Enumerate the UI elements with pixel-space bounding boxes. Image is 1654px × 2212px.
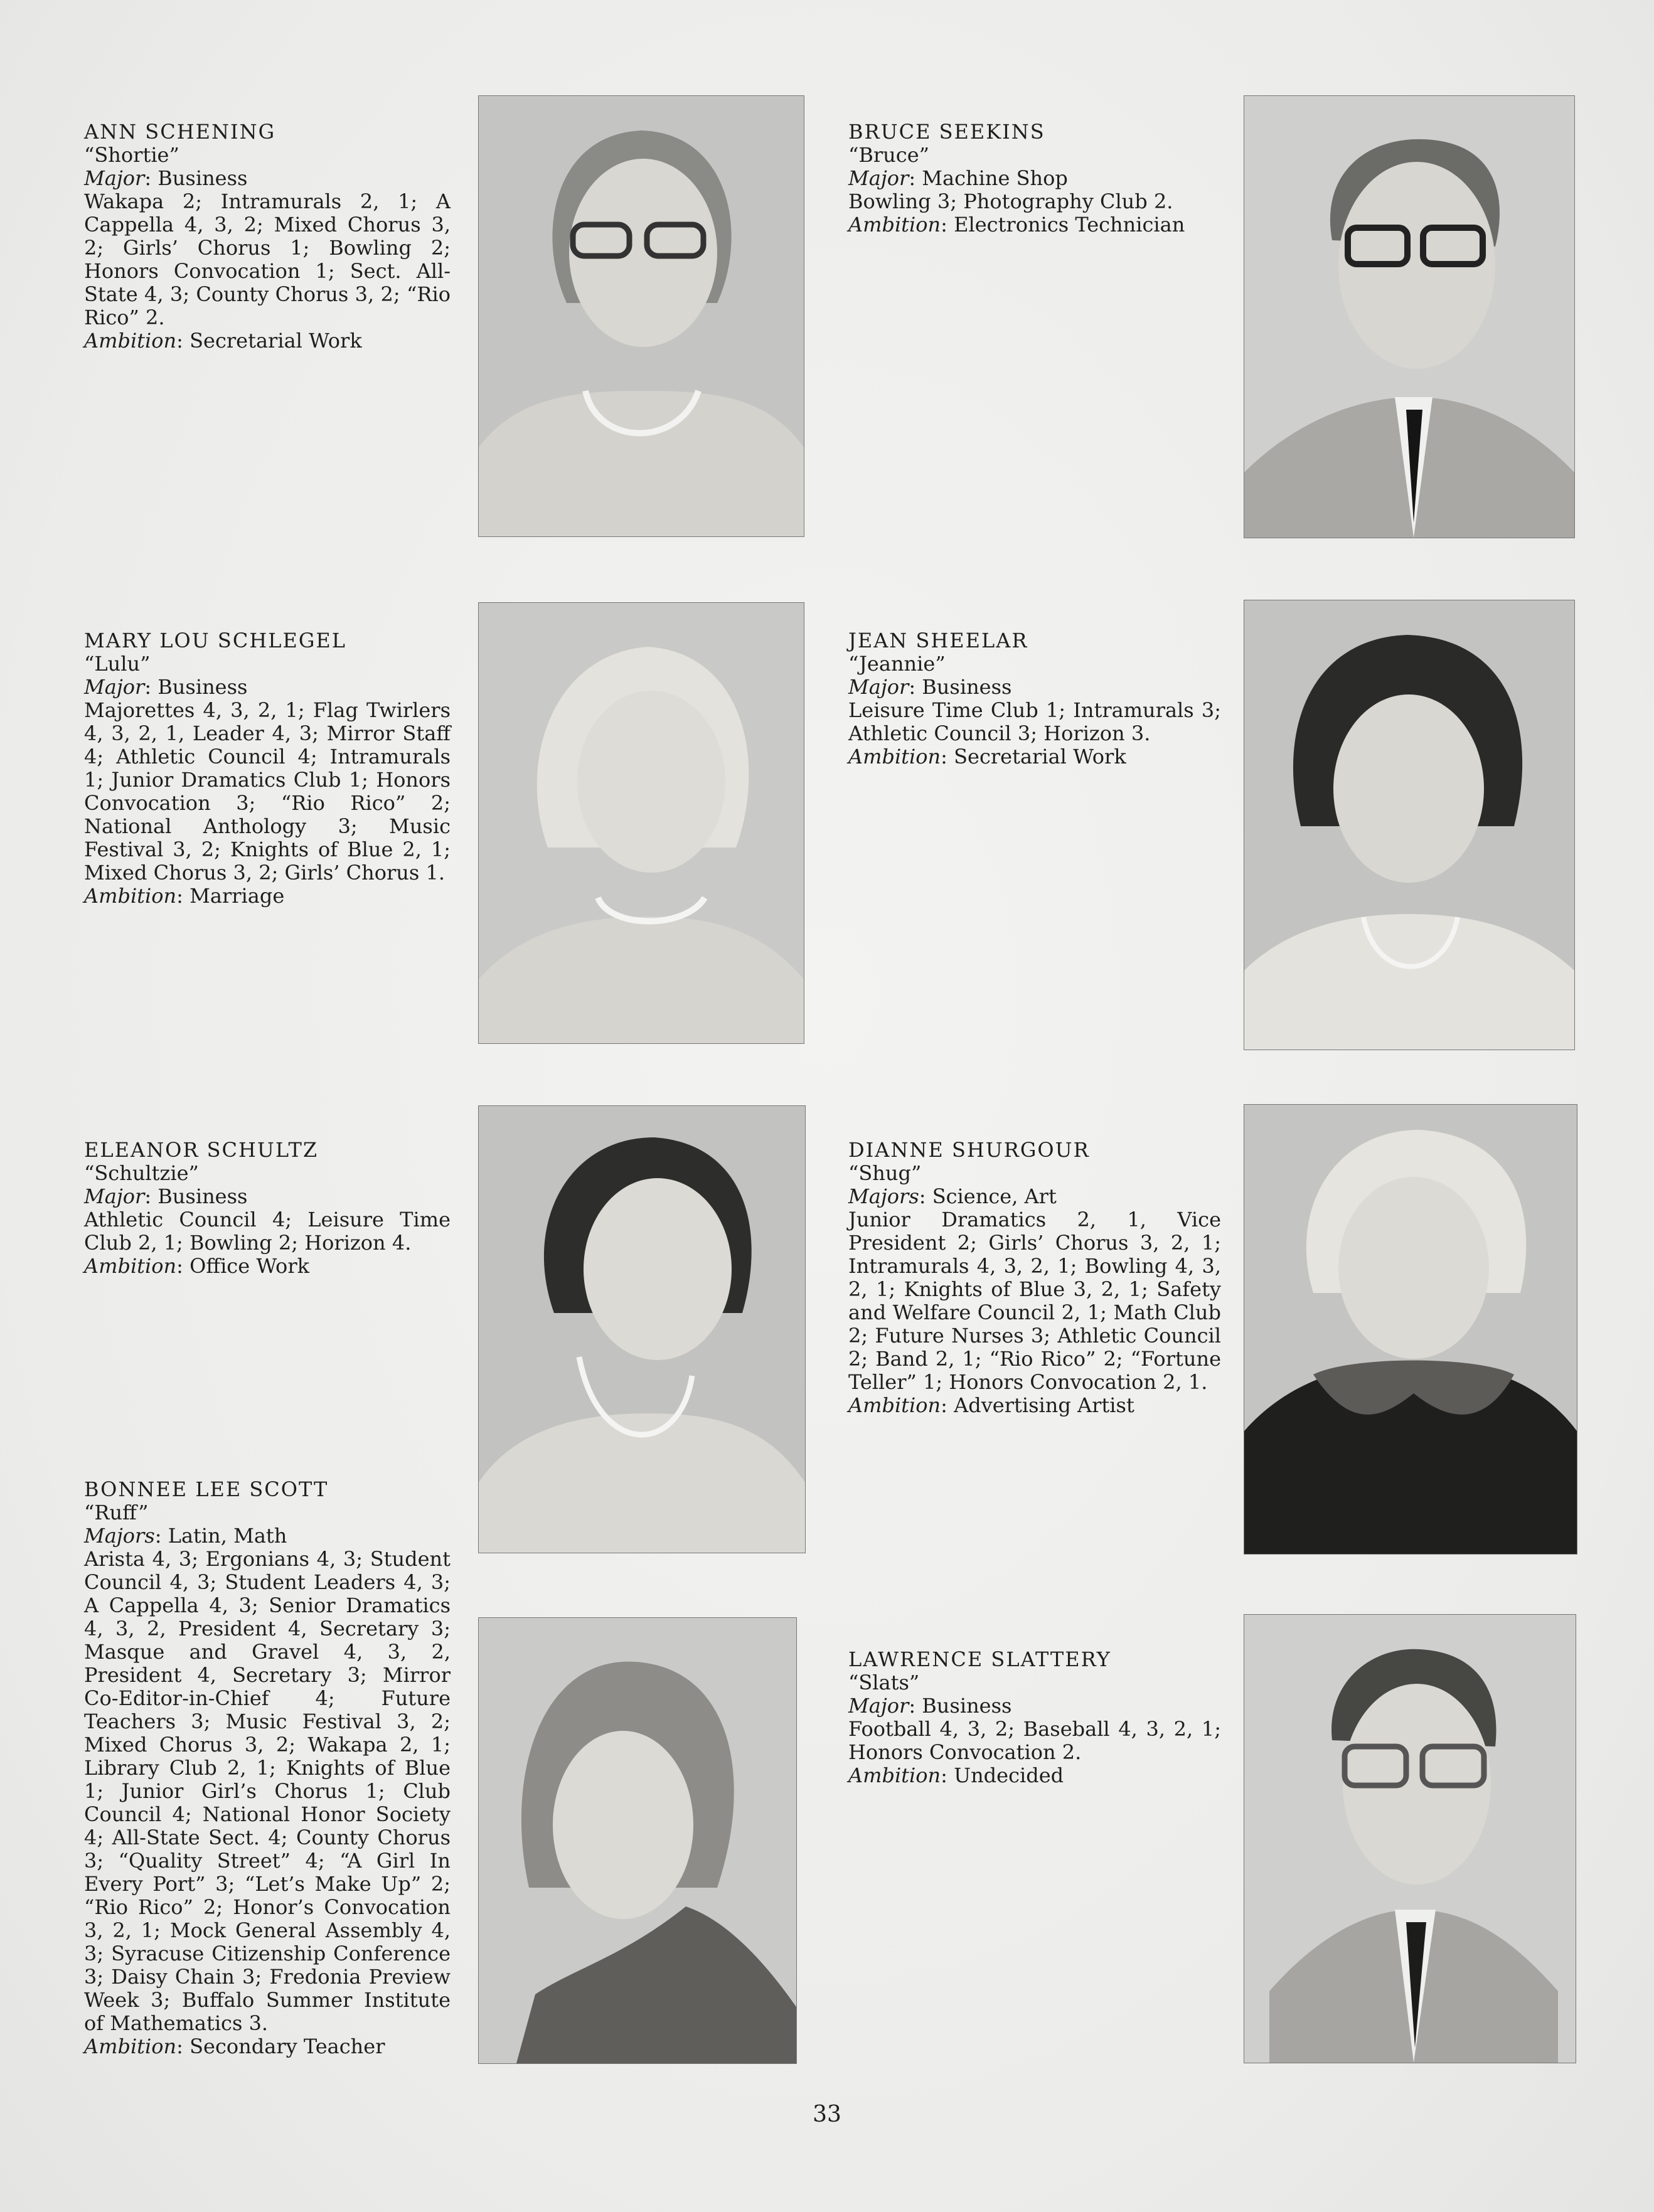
major-value: Business [922, 1694, 1012, 1718]
student-photo-bruce-seekins [1244, 95, 1575, 538]
student-activities: Junior Dramatics 2, 1, Vice President 2; Girls’ Chorus 3, 2, 1; Intramurals 4, 3, 2, 1; Bowling 4, 3, 2, 1; Knights of Blue 3, 2, 1; Safety and Welfare Council 2, 1; Math Club 2; Future Nurses 3; Athletic Council 2; Band 2, 1; “Rio Rico” 2; “Fortune Teller” 1; Honors Convocation 2, 1. [848, 1208, 1221, 1394]
major-label: Majors [848, 1184, 919, 1208]
portrait-silhouette-icon [479, 1106, 805, 1553]
student-activities: Majorettes 4, 3, 2, 1; Flag Twirlers 4, 3, 2, 1, Leader 4, 3; Mirror Staff 4; Athletic Council 4; Intramurals 1; Junior Dramatics Club 1; Honors Convocation 3; “Rio Rico” 2; National Anthology 3; Music Festival 3, 2; Knights of Blue 2, 1; Mixed Chorus 3, 2; Girls’ Chorus 1. [84, 698, 451, 885]
ambition-label: Ambition [848, 745, 941, 768]
portrait-silhouette-icon [1244, 1615, 1576, 2063]
student-activities: Bowling 3; Photography Club 2. [848, 189, 1173, 213]
ambition-value: Office Work [189, 1254, 309, 1278]
student-photo-ann-schening [478, 95, 804, 537]
student-nickname: “Bruce” [848, 143, 929, 167]
student-major-line: Major: Machine Shop [848, 166, 1068, 190]
student-name: MARY LOU SCHLEGEL [84, 629, 346, 652]
student-ambition-line: Ambition: Secretarial Work [84, 329, 362, 353]
major-value: Business [157, 675, 248, 699]
student-entry-eleanor-schultz [84, 1139, 451, 1278]
portrait-silhouette-icon [1244, 96, 1574, 538]
ambition-value: Secretarial Work [189, 329, 362, 353]
student-name: BRUCE SEEKINS [848, 120, 1045, 144]
ambition-value: Advertising Artist [954, 1393, 1134, 1417]
student-name: JEAN SHEELAR [848, 629, 1028, 652]
student-name: ANN SCHENING [84, 120, 276, 144]
major-label: Major [848, 675, 909, 699]
major-label: Major [848, 1694, 909, 1718]
student-activities: Wakapa 2; Intramurals 2, 1; A Cappella 4, 3, 2; Mixed Chorus 3, 2; Girls’ Chorus 1; Bowling 2; Honors Convocation 1; Sect. All-State 4, 3; County Chorus 3, 2; “Rio Rico” 2. [84, 189, 451, 329]
student-ambition-line: Ambition: Secretarial Work [848, 745, 1126, 768]
portrait-silhouette-icon [479, 603, 804, 1043]
student-entry-jean-sheelar [848, 629, 1221, 768]
ambition-label: Ambition [84, 1254, 177, 1278]
student-entry-bruce-seekins [848, 120, 1212, 237]
student-photo-bonnee-lee-scott [478, 1617, 797, 2064]
ambition-value: Secondary Teacher [189, 2034, 385, 2058]
student-name: ELEANOR SCHULTZ [84, 1138, 319, 1162]
student-ambition-line: Ambition: Electronics Technician [848, 213, 1185, 237]
student-entry-ann-schening [84, 120, 451, 353]
major-value: Business [157, 1184, 248, 1208]
major-label: Major [84, 1184, 145, 1208]
student-nickname: “Schultzie” [84, 1161, 199, 1185]
ambition-label: Ambition [848, 1763, 941, 1787]
major-label: Major [848, 166, 909, 190]
ambition-label: Ambition [84, 884, 177, 908]
ambition-label: Ambition [84, 2034, 177, 2058]
student-photo-eleanor-schultz [478, 1105, 806, 1553]
portrait-silhouette-icon [1244, 600, 1574, 1050]
student-photo-jean-sheelar [1244, 600, 1575, 1050]
student-major-line: Major: Business [848, 675, 1012, 699]
student-nickname: “Shug” [848, 1161, 922, 1185]
student-nickname: “Jeannie” [848, 652, 946, 676]
student-major-line: Majors: Latin, Math [84, 1524, 287, 1548]
student-entry-dianne-shurgour [848, 1139, 1221, 1417]
student-major-line: Major: Business [848, 1694, 1012, 1718]
student-nickname: “Lulu” [84, 652, 151, 676]
student-major-line: Major: Business [84, 1184, 248, 1208]
student-major-line: Major: Business [84, 166, 248, 190]
student-nickname: “Slats” [848, 1671, 920, 1694]
student-name: LAWRENCE SLATTERY [848, 1647, 1111, 1671]
student-major-line: Major: Business [84, 675, 248, 699]
student-ambition-line: Ambition: Undecided [848, 1763, 1064, 1787]
student-activities: Leisure Time Club 1; Intramurals 3; Athletic Council 3; Horizon 3. [848, 698, 1221, 745]
student-activities: Football 4, 3, 2; Baseball 4, 3, 2, 1; Honors Convocation 2. [848, 1717, 1221, 1764]
student-name: BONNEE LEE SCOTT [84, 1477, 329, 1501]
student-photo-lawrence-slattery [1244, 1614, 1576, 2063]
student-ambition-line: Ambition: Marriage [84, 884, 285, 908]
major-value: Science, Art [932, 1184, 1057, 1208]
major-label: Majors [84, 1524, 155, 1548]
student-nickname: “Shortie” [84, 143, 179, 167]
ambition-value: Secretarial Work [954, 745, 1126, 768]
student-entry-mary-lou-schlegel [84, 629, 451, 908]
ambition-value: Electronics Technician [954, 213, 1185, 237]
major-value: Latin, Math [168, 1524, 287, 1548]
student-entry-bonnee-lee-scott [84, 1478, 451, 2058]
major-label: Major [84, 166, 145, 190]
student-photo-dianne-shurgour [1244, 1104, 1577, 1555]
ambition-label: Ambition [848, 1393, 941, 1417]
major-value: Business [157, 166, 248, 190]
student-ambition-line: Ambition: Secondary Teacher [84, 2034, 385, 2058]
student-ambition-line: Ambition: Office Work [84, 1254, 309, 1278]
ambition-value: Undecided [954, 1763, 1064, 1787]
student-major-line: Majors: Science, Art [848, 1184, 1057, 1208]
major-value: Machine Shop [922, 166, 1068, 190]
ambition-label: Ambition [84, 329, 177, 353]
portrait-silhouette-icon [479, 1618, 796, 2063]
student-ambition-line: Ambition: Advertising Artist [848, 1393, 1134, 1417]
portrait-silhouette-icon [1244, 1105, 1577, 1554]
student-activities: Arista 4, 3; Ergonians 4, 3; Student Council 4, 3; Student Leaders 4, 3; A Cappella 4, 3; Senior Dramatics 4, 3, 2, President 4, Secretary 3; Masque and Gravel 4, 3, 2, President 4, Secretary 3; Mirror Co-Editor-in-Chief 4; Future Teachers 3; Music Festival 3, 2; Mixed Chorus 3, 2; Wakapa 2, 1; Library Club 2, 1; Knights of Blue 1; Junior Girl’s Chorus 1; Club Council 4; National Honor Society 4; All-State Sect. 4; County Chorus 3; “Quality Street” 4; “A Girl In Every Port” 3; “Let’s Make Up” 2; “Rio Rico” 2; Honor’s Convocation 3, 2, 1; Mock General Assembly 4, 3; Syracuse Citizenship Conference 3; Daisy Chain 3; Fredonia Preview Week 3; Buffalo Summer Institute of Mathematics 3. [84, 1547, 451, 2035]
page-number: 33 [813, 2102, 841, 2127]
student-activities: Athletic Council 4; Leisure Time Club 2, 1; Bowling 2; Horizon 4. [84, 1208, 451, 1255]
student-photo-mary-lou-schlegel [478, 602, 804, 1044]
major-value: Business [922, 675, 1012, 699]
student-entry-lawrence-slattery [848, 1648, 1221, 1787]
student-name: DIANNE SHURGOUR [848, 1138, 1090, 1162]
ambition-value: Marriage [189, 884, 285, 908]
portrait-silhouette-icon [479, 96, 804, 536]
major-label: Major [84, 675, 145, 699]
student-nickname: “Ruff” [84, 1501, 149, 1524]
ambition-label: Ambition [848, 213, 941, 237]
